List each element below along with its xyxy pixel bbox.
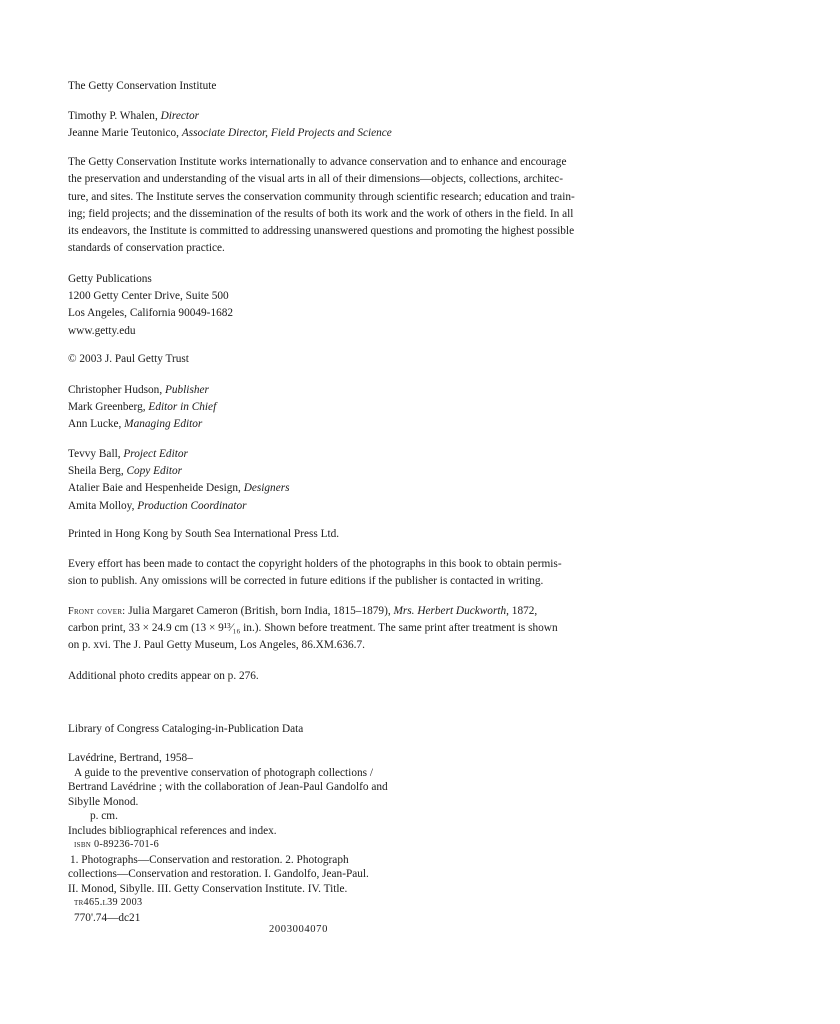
director-title: Director: [160, 110, 200, 122]
printed-in: Printed in Hong Kong by South Sea International Press Ltd.: [68, 528, 340, 540]
credit-name: Amita Molloy,: [68, 499, 135, 512]
credit-role: Project Editor: [123, 448, 188, 460]
associate-title: Associate Director, Field Projects and Science: [181, 127, 392, 140]
front-cover-label: Front cover:: [68, 606, 126, 617]
cip-call-number: tr465.l39 2003: [74, 897, 143, 908]
permissions-line: sion to publish. Any omissions will be corrected in future editions if the publisher is contacted in writing.: [68, 575, 544, 588]
cip-line: Includes bibliographical references and index.: [68, 824, 277, 837]
front-cover-line: on p. xvi. The J. Paul Getty Museum, Los Angeles, 86.XM.636.7.: [68, 639, 365, 652]
credit-name: Atalier Baie and Hespenheide Design,: [68, 482, 241, 495]
cip-line: Lavédrine, Bertrand, 1958–: [68, 752, 193, 764]
front-cover-date: , 1872,: [506, 605, 538, 617]
mission-line: ture, and sites. The Institute serves the conservation community through scientific research; education and train-: [68, 190, 575, 203]
cip-isbn: isbn 0-89236-701-6: [74, 839, 160, 850]
director-line: [68, 108, 608, 125]
publisher-website: www.getty.edu: [68, 324, 136, 337]
credit-line: [68, 399, 608, 416]
front-cover-line: [68, 603, 628, 620]
credit-name: Mark Greenberg,: [68, 401, 146, 414]
credit-role: Managing Editor: [124, 418, 203, 431]
credit-name: Tevvy Ball,: [68, 448, 121, 460]
printer-block: [68, 526, 608, 543]
credit-role: Publisher: [164, 384, 209, 396]
artwork-title: Mrs. Herbert Duckworth: [393, 605, 507, 617]
staff-block: [68, 108, 608, 142]
front-cover-text: Julia Margaret Cameron (British, born India, 1815–1879),: [125, 605, 394, 617]
credit-line: [68, 416, 608, 433]
credit-line: [68, 498, 608, 515]
publisher-address: [68, 271, 608, 340]
cip-dewey: 770'.74—dc21: [74, 911, 141, 924]
cip-line: 1. Photographs—Conservation and restoration. 2. Photograph: [70, 853, 349, 866]
mission-line: ing; field projects; and the dissemination of the results of both its work and the work of others in the field. In all: [68, 207, 574, 220]
credit-role: Designers: [243, 482, 290, 495]
front-cover-caption: [68, 603, 628, 655]
credit-role: Editor in Chief: [148, 401, 217, 414]
cip-line: II. Monod, Sibylle. III. Getty Conservation Institute. IV. Title.: [68, 882, 348, 895]
credit-line: [68, 463, 608, 480]
credit-role: Production Coordinator: [137, 499, 247, 512]
mission-line: standards of conservation practice.: [68, 242, 225, 255]
cip-line: Bertrand Lavédrine ; with the collaboration of Jean-Paul Gandolfo and: [68, 781, 388, 793]
lccn-number: 2003004070: [269, 924, 328, 935]
director-name: Timothy P. Whalen,: [68, 110, 158, 122]
permissions-line: Every effort has been made to contact the copyright holders of the photographs in this book to obtain permis-: [68, 558, 562, 570]
permissions-paragraph: [68, 556, 628, 590]
credits-group-publishing: [68, 382, 608, 434]
photo-credits: Additional photo credits appear on p. 276.: [68, 670, 259, 682]
cip-data: [68, 751, 608, 925]
cip-line: Sibylle Monod.: [68, 795, 139, 808]
publisher-name: Getty Publications: [68, 273, 152, 285]
credit-name: Ann Lucke,: [68, 418, 122, 431]
associate-name: Jeanne Marie Teutonico,: [68, 127, 179, 140]
front-cover-line: carbon print, 33 × 24.9 cm (13 × 9¹³⁄₁₆ in.). Shown before treatment. The same print after treatment is shown: [68, 622, 558, 635]
credit-name: Christopher Hudson,: [68, 384, 163, 396]
associate-line: [68, 125, 608, 142]
credit-role: Copy Editor: [126, 465, 183, 478]
photo-credits-block: [68, 668, 608, 685]
credit-line: [68, 480, 608, 497]
address-city: Los Angeles, California 90049-1682: [68, 307, 234, 320]
cip-heading-block: [68, 722, 608, 737]
mission-paragraph: [68, 154, 628, 258]
copyright-notice: © 2003 J. Paul Getty Trust: [68, 353, 189, 365]
credits-group-production: [68, 446, 608, 515]
copyright-block: [68, 351, 608, 368]
cip-line: A guide to the preventive conservation of photograph collections /: [74, 766, 373, 779]
mission-line: its endeavors, the Institute is committed to addressing unanswered questions and promoting the highest possible: [68, 225, 575, 238]
mission-line: the preservation and understanding of the visual arts in all of their dimensions—objects, collections, architec-: [68, 173, 564, 186]
institute-block: [68, 78, 608, 95]
institute-name: The Getty Conservation Institute: [68, 80, 217, 92]
credit-name: Sheila Berg,: [68, 465, 124, 478]
mission-line: The Getty Conservation Institute works internationally to advance conservation and to enhance and encourage: [68, 156, 567, 168]
address-street: 1200 Getty Center Drive, Suite 500: [68, 290, 229, 303]
cip-heading: Library of Congress Cataloging-in-Publication Data: [68, 723, 304, 735]
credit-line: [68, 382, 608, 399]
cip-line: p. cm.: [90, 810, 118, 822]
credit-line: [68, 446, 608, 463]
cip-line: collections—Conservation and restoration. I. Gandolfo, Jean-Paul.: [68, 868, 369, 880]
